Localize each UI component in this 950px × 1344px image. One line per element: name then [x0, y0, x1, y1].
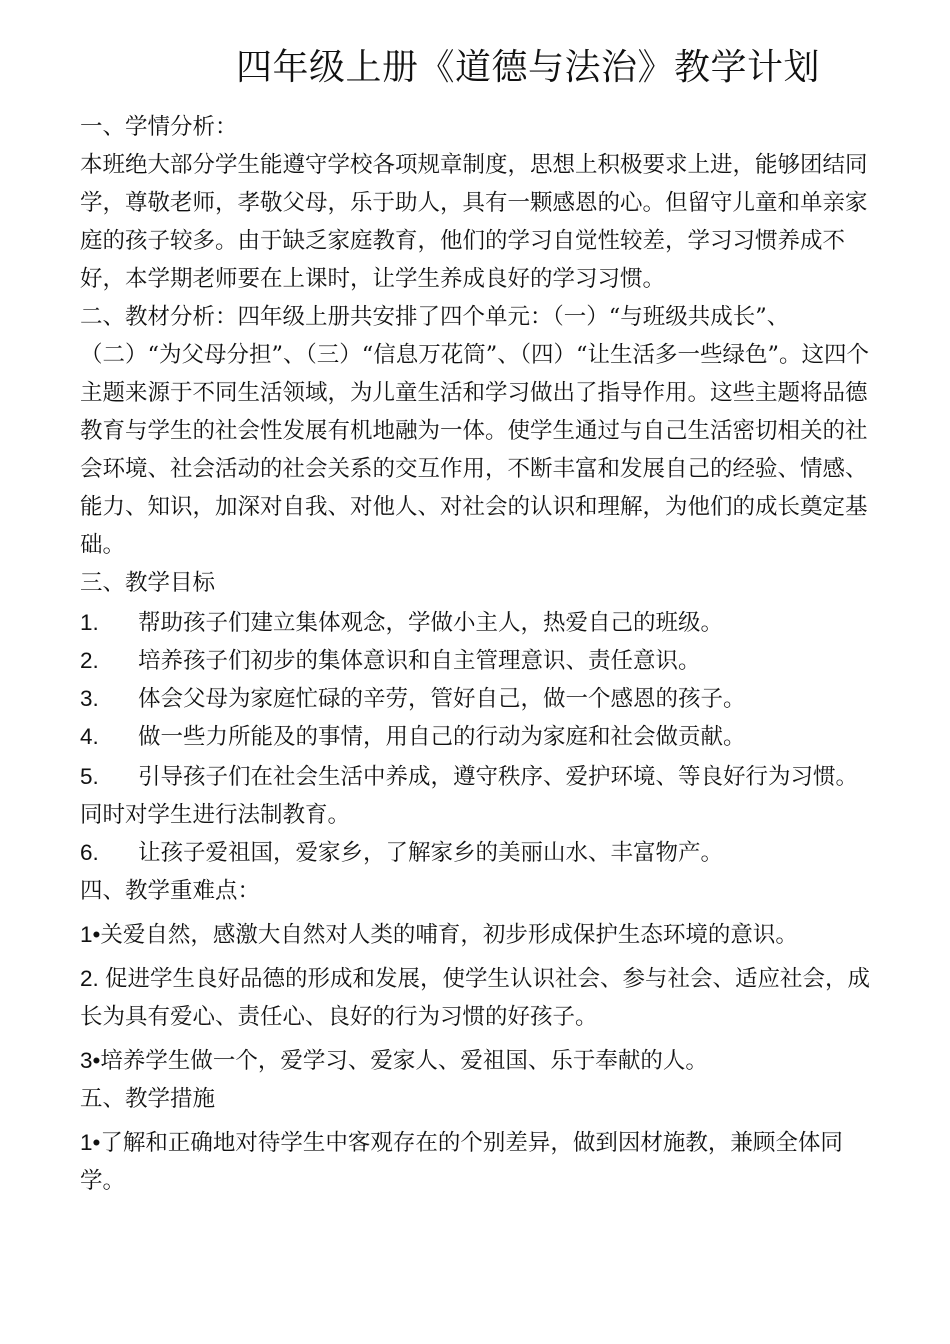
goal-item-text: 培养孩子们初步的集体意识和自主管理意识、责任意识。: [138, 648, 701, 674]
key-point-item: [80, 916, 872, 954]
measure-number: 1•: [80, 1130, 101, 1155]
key-point-text: 关爱自然，感激大自然对人类的哺育，初步形成保护生态环境的意识。: [100, 922, 798, 948]
goal-item: [80, 680, 872, 718]
key-point-number: 1•: [80, 922, 101, 947]
section-4-heading: 四、教学重难点：: [80, 878, 261, 904]
goal-item-number: 5.: [80, 764, 99, 789]
goal-item: [80, 642, 872, 680]
goal-item-text: 做一些力所能及的事情，用自己的行动为家庭和社会做贡献。: [138, 724, 746, 750]
section-5-heading: 五、教学措施: [80, 1086, 216, 1112]
goal-item: [80, 604, 872, 642]
measure-text: 了解和正确地对待学生中客观存在的个别差异，做到因材施教，兼顾全体同学。: [80, 1130, 843, 1194]
section-3-heading: 三、教学目标: [80, 570, 216, 596]
goal-item-text: 体会父母为家庭忙碌的辛劳，管好自己，做一个感恩的孩子。: [138, 686, 746, 712]
goal-item-text: 引导孩子们在社会生活中养成，遵守秩序、爱护环境、等良好行为习惯。同时对学生进行法制教育。: [80, 764, 859, 828]
goal-item-text: 帮助孩子们建立集体观念，学做小主人，热爱自己的班级。: [138, 610, 724, 636]
section-1-heading: 一、学情分析：: [80, 114, 238, 140]
section-1-body: 本班绝大部分学生能遵守学校各项规章制度，思想上积极要求上进，能够团结同学，尊敬老师，孝敬父母，乐于助人，具有一颗感恩的心。但留守儿童和单亲家庭的孩子较多。由于缺乏家庭教育，他们的学习自觉性较差，学习习惯养成不好，本学期老师要在上课时，让学生养成良好的学习习惯。: [80, 152, 868, 292]
key-point-text: 促进学生良好品德的形成和发展，使学生认识社会、参与社会、适应社会，成长为具有爱心、责任心、良好的行为习惯的好孩子。: [80, 966, 871, 1030]
document-body: [80, 108, 872, 1200]
measure-item: [80, 1124, 872, 1200]
key-point-item: [80, 1042, 872, 1080]
goal-item-text: 让孩子爱祖国，爱家乡，了解家乡的美丽山水、丰富物产。: [138, 840, 724, 866]
goal-item: [80, 834, 872, 872]
goal-item-number: 6.: [80, 840, 99, 865]
goal-item: [80, 758, 872, 834]
page-title: 四年级上册《道德与法治》教学计划: [236, 47, 821, 88]
key-point-number: 3•: [80, 1048, 101, 1073]
section-2-body: 二、教材分析：四年级上册共安排了四个单元：（一）“与班级共成长”、（二）“为父母分担”、（三）“信息万花筒”、（四）“让生活多一些绿色”。这四个主题来源于不同生活领域，为儿童生活和学习做出了指导作用。这些主题将品德教育与学生的社会性发展有机地融为一体。使学生通过与自己生活密切相关的社会环境、社会活动的社会关系的交互作用，不断丰富和发展自己的经验、情感、能力、知识，加深对自我、对他人、对社会的认识和理解，为他们的成长奠定基础。: [80, 304, 870, 558]
goal-item: [80, 718, 872, 756]
goal-item-number: 4.: [80, 724, 99, 749]
goal-item-number: 2.: [80, 648, 99, 673]
key-point-item: [80, 960, 872, 1036]
key-point-text: 培养学生做一个，爱学习、爱家人、爱祖国、乐于奉献的人。: [100, 1048, 708, 1074]
key-point-number: 2.: [80, 966, 106, 991]
goal-item-number: 3.: [80, 686, 99, 711]
goal-item-number: 1.: [80, 610, 99, 635]
